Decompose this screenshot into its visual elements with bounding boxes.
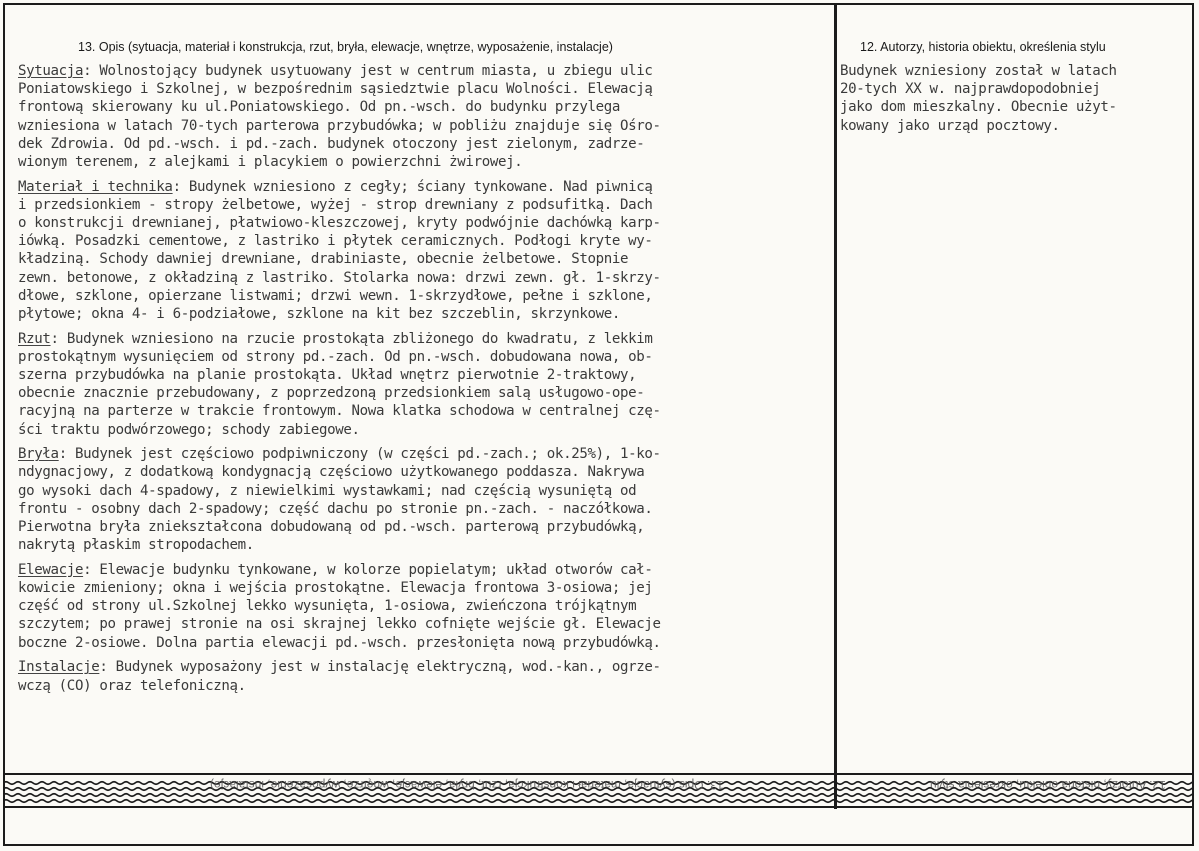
section-label: Materiał i technika [18,178,173,195]
text-line [18,597,830,615]
line-text: Poniatowskiego i Szkolnej, w bezpośrednim sąsiedztwie placu Wolności. Elewacją [18,81,653,98]
description-text [18,62,830,701]
history-line: jako dom mieszkalny. Obecnie użyt- [840,99,1117,116]
line-text: prostokątnym wysunięciem od strony pd.-zach. Od pn.-wsch. dobudowana nowa, ob- [18,348,653,365]
text-line [18,117,830,135]
section-bryła [18,445,830,554]
line-text: dłowe, szklone, opierzane listwami; drzwi wewn. 1-skrzydłowe, pełne i szklone, [18,287,653,304]
text-line [18,366,830,384]
text-line [18,98,830,116]
line-text: frontu - osobny dach 2-spadowy; część dachu po stronie pn.-zach. - naczółkowa. [18,500,653,517]
line-text: szerna przybudówka na planie prostokąta. Układ wnętrz pierwotnie 2-traktowy, [18,367,637,383]
text-line [18,287,830,305]
line-text: zewn. betonowe, z okładziną z lastriko. Stolarka nowa: drzwi zewn. gł. 1-skrzy- [18,269,661,286]
text-line [18,250,830,268]
column-divider [834,3,837,809]
text-line [18,330,830,348]
section-label: Bryła [18,446,59,463]
line-text: : Budynek wzniesiono z cegły; ściany tynkowane. Nad piwnicą [172,178,653,195]
line-text: wionym terenem, z alejkami i placykiem o powierzchni żwirowej. [18,153,523,170]
line-text: : Budynek jest częściowo podpiwniczony (w części pd.-zach.; ok.25%), 1-ko- [58,446,661,463]
section-instalacje [18,658,830,694]
text-line [18,402,830,420]
text-line [18,232,830,250]
line-text: ści traktu podwórzowego; schody zabiegowe. [18,421,360,438]
history-line: 20-tych XX w. najprawdopodobniej [840,81,1101,98]
line-text: : Elewacje budynku tynkowane, w kolorze popielatym; układ otworów cał- [83,561,653,578]
text-line [18,518,830,536]
text-line [18,135,830,153]
text-line [18,196,830,214]
line-text: : Wolnostojący budynek usytuowany jest w centrum miasta, u zbiegu ulic [83,63,653,79]
text-line [18,80,830,98]
text-line [18,579,830,597]
text-line [18,178,830,196]
line-text: szczytem; po prawej stronie na osi skrajnej lekko cofnięte wejście gł. Elewacje [18,616,661,633]
section-materiał-i-technika [18,178,830,324]
text-line [18,384,830,402]
text-line [18,305,830,323]
line-text: kowicie zmieniony; okna i wejścia prostokątne. Elewacja frontowa 3-osiowa; jej [18,580,653,597]
text-line [18,536,830,554]
text-line [18,62,830,80]
line-text: go wysoki dach 4-spadowy, z niewielkimi wystawkami; nad częścią wysuniętą od [18,482,637,499]
text-line [18,269,830,287]
mirrored-footer-left: 13. Opis (sytuacja, materiał i konstrukcja, rzut, bryła, elewacje, wnętrze, wyposażenie, instalacje) [210,778,724,792]
history-line: kowany jako urząd pocztowy. [840,117,1060,134]
line-text: boczne 2-osiowe. Dolna partia elewacji pd.-wsch. przesłonięta nową przybudówką. [18,634,661,651]
line-text: część od strony ul.Szkolnej lekko wysunięta, 1-osiowa, zwieńczona trójkątnym [18,598,637,615]
line-text: wzniesiona w latach 70-tych parterowa przybudówka; w pobliżu znajduje się Ośro- [18,117,661,134]
description-header: 13. Opis (sytuacja, materiał i konstrukcja, rzut, bryła, elewacje, wnętrze, wyposażenie, instalacje) [78,40,613,54]
line-text: Pierwotna bryła zniekształcona dobudowaną od pd.-wsch. parterową przybudówką, [18,519,645,535]
line-text: : Budynek wyposażony jest w instalację elektryczną, wod.-kan., ogrze- [99,659,661,676]
text-line [18,615,830,633]
line-text: nakrytą płaskim stropodachem. [18,537,254,554]
text-line [18,421,830,439]
text-line [18,463,830,481]
text-line [18,677,830,695]
text-line [18,482,830,500]
line-text: płytowe; okna 4- i 6-podziałowe, szklone na kit bez szczeblin, skrzynkowe. [18,305,621,322]
line-text: wczą (CO) oraz telefoniczną. [18,677,246,694]
section-label: Instalacje [18,659,100,676]
history-header: 12. Autorzy, historia obiektu, określenia stylu [860,40,1106,54]
line-text: racyjną na parterze w trakcie frontowym. Nowa klatka schodowa w centralnej czę- [18,403,661,420]
line-text: o konstrukcji drewnianej, płatwiowo-kleszczowej, kryty podwójnie dachówką karp- [18,215,661,231]
text-line [18,634,830,652]
text-line [18,561,830,579]
line-text: i przedsionkiem - stropy żelbetowe, wyżej - strop drewniany z podsufitką. Dach [18,196,653,213]
history-text [840,62,1190,135]
text-line [18,214,830,232]
text-line [18,445,830,463]
wave-line [3,794,1194,797]
text-line [18,658,830,676]
section-label: Rzut [18,330,51,347]
footer-line-top [3,773,1194,775]
footer-line-bottom [3,806,1194,808]
line-text: kładziną. Schody dawniej drewniane, drabiniaste, obecnie żelbetowe. Stopnie [18,251,629,268]
line-text: iówką. Posadzki cementowe, z lastriko i płytek ceramicznych. Podłogi kryte wy- [18,233,653,250]
section-sytuacja [18,62,830,171]
line-text: ndygnacjowy, z dodatkową kondygnacją częściowo użytkowanego poddasza. Nakrywa [18,464,645,481]
line-text: dek Zdrowia. Od pd.-wsch. i pd.-zach. budynek otoczony jest zielonym, zadrze- [18,135,645,152]
line-text: : Budynek wzniesiono na rzucie prostokąta zbliżonego do kwadratu, z lekkim [50,330,653,347]
section-rzut [18,330,830,439]
line-text: frontową skierowany ku ul.Poniatowskiego. Od pn.-wsch. do budynku przylega [18,99,621,116]
section-label: Elewacje [18,561,84,578]
text-line [18,348,830,366]
wave-line [3,800,1194,803]
section-label: Sytuacja [18,63,84,79]
history-line: Budynek wzniesiony został w latach [840,63,1117,79]
text-line [18,153,830,171]
mirrored-footer-right: 12. Autorzy, historia obiektu, określenia stylu [930,778,1166,792]
line-text: obecnie znacznie przebudowany, z poprzedzoną przedsionkiem salą usługowo-ope- [18,385,645,402]
section-elewacje [18,561,830,652]
text-line [18,500,830,518]
